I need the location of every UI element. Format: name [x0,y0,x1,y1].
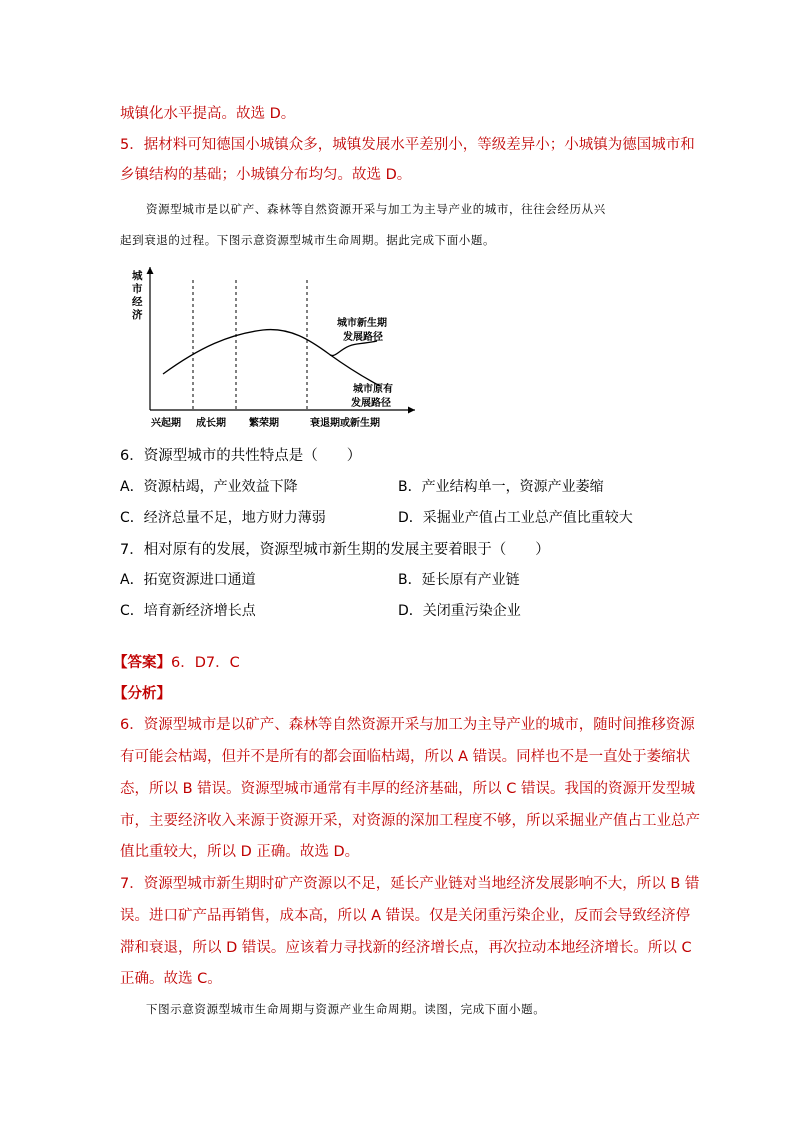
option-b: B．延长原有产业链 [398,572,520,588]
option-a: A．资源枯竭，产业效益下降 [120,479,298,495]
text-line: 乡镇结构的基础；小城镇分布均匀。故选 D。 [120,167,412,183]
option-a: A．拓宽资源进口通道 [120,572,256,588]
answer-text: 6．D7．C [171,655,240,671]
text-line: 5．据材料可知德国小城镇众多，城镇发展水平差别小，等级差异小；小城镇为德国城市和 [120,137,695,153]
new-path-label: 城市新生期 [337,318,387,329]
analysis-text-line: 市，主要经济收入来源于资源开采，对资源的深加工程度不够，所以采掘业产值占工业总产 [120,813,700,829]
stage-label: 兴起期 [151,418,181,429]
analysis-text-line: 态，所以 B 错误。资源型城市通常有丰厚的经济基础，所以 C 错误。我国的资源开发型城 [120,781,696,797]
new-path-label: 发展路径 [343,332,383,343]
intro-line: 下图示意资源型城市生命周期与资源产业生命周期。读图，完成下面小题。 [146,1002,546,1016]
option-b: B．产业结构单一，资源产业萎缩 [398,479,604,495]
new-development-curve [330,341,377,355]
analysis-tag: 【分析】 [113,686,171,702]
analysis-text-line: 误。进口矿产品再销售，成本高，所以 A 错误。仅是关闭重污染企业，反而会导致经济停 [120,908,691,924]
stage-label: 成长期 [196,418,226,429]
analysis-text-line: 正确。故选 C。 [120,971,222,987]
stage-label: 繁荣期 [249,418,279,429]
option-c: C．经济总量不足，地方财力薄弱 [120,510,326,526]
analysis-text-line: 值比重较大，所以 D 正确。故选 D。 [120,844,360,860]
question-stem: 7．相对原有的发展，资源型城市新生期的发展主要着眼于（ ） [120,542,550,558]
text-line: 城镇化水平提高。故选 D。 [120,106,296,122]
y-axis-label-char: 济 [132,309,143,321]
analysis-text-line: 滞和衰退，所以 D 错误。应该着力寻找新的经济增长点，再次拉动本地经济增长。所以 C [120,940,692,956]
resource-city-lifecycle-figure [125,262,425,434]
intro-line: 资源型城市是以矿产、森林等自然资源开采与加工为主导产业的城市，往往会经历从兴 [146,202,606,216]
answer-tag: 【答案】 [113,655,171,671]
option-d: D．关闭重污染企业 [398,603,521,619]
analysis-text-line: 7．资源型城市新生期时矿产资源以不足，延长产业链对当地经济发展影响不大，所以 B 错 [120,876,700,892]
y-axis-label-char: 市 [132,283,143,295]
question-stem: 6．资源型城市的共性特点是（ ） [120,448,362,464]
option-c: C．培育新经济增长点 [120,603,256,619]
answer-line [113,653,240,673]
old-path-label: 发展路径 [351,398,391,409]
stage-label: 衰退期或新生期 [310,418,380,429]
y-axis-label-char: 经 [132,296,143,308]
analysis-line [113,684,171,704]
y-axis-label-char: 城 [132,270,143,282]
analysis-text-line: 有可能会枯竭，但并不是所有的都会面临枯竭，所以 A 错误。同样也不是一直处于萎缩状 [120,749,691,765]
old-path-label: 城市原有 [353,384,393,395]
intro-line: 起到衰退的过程。下图示意资源型城市生命周期。据此完成下面小题。 [120,233,496,247]
option-d: D．采掘业产值占工业总产值比重较大 [398,510,633,526]
analysis-text-line: 6．资源型城市是以矿产、森林等自然资源开采与加工为主导产业的城市，随时间推移资源 [120,717,695,733]
